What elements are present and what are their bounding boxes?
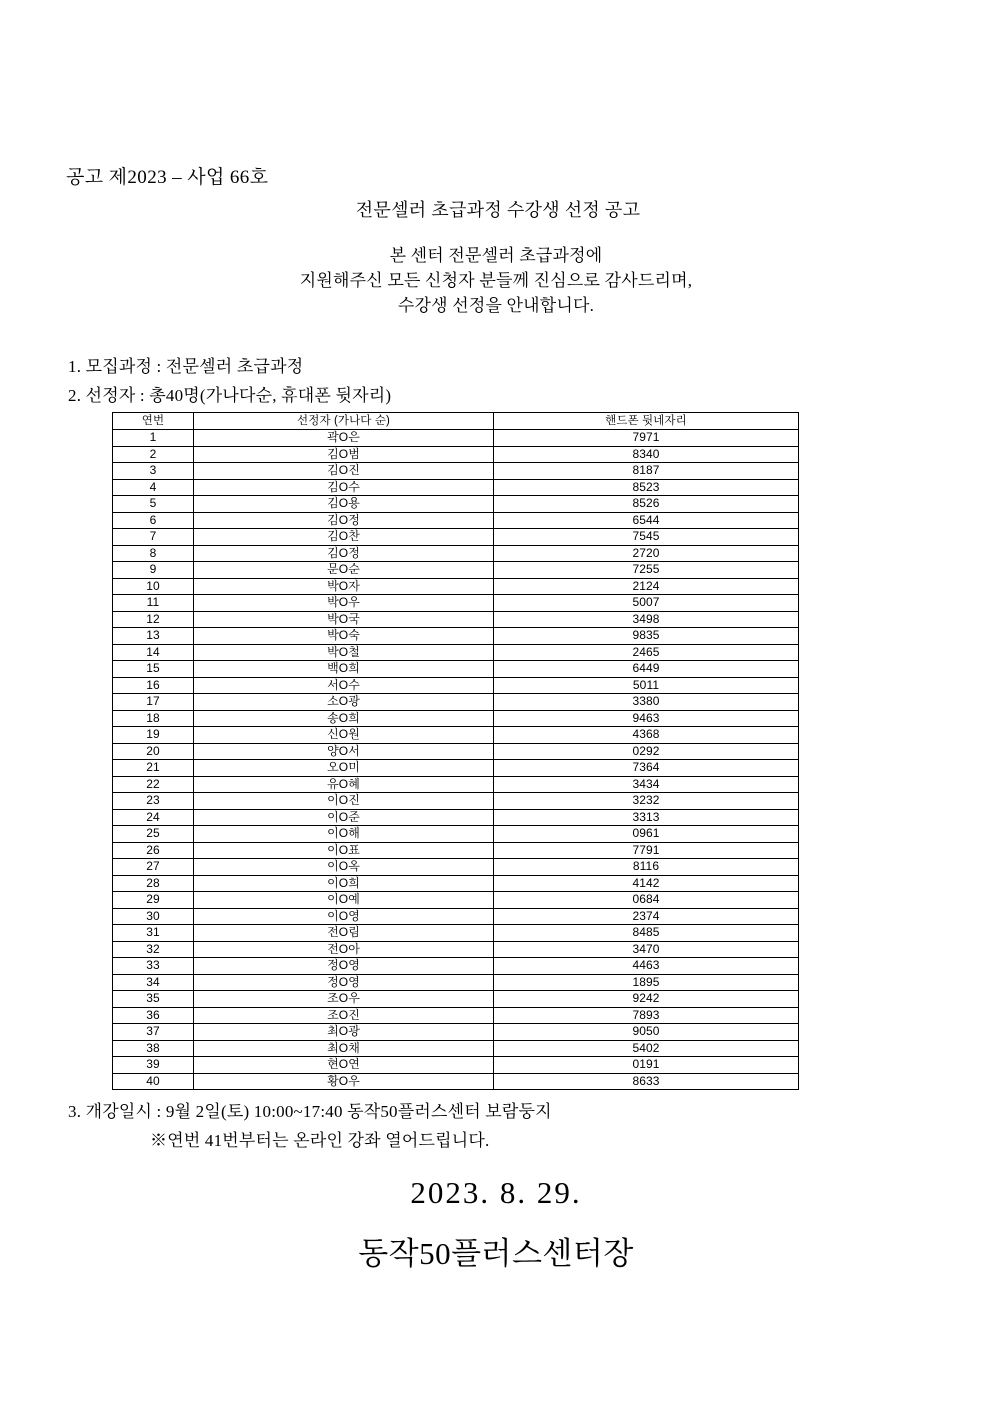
row-phone: 2374 [494,908,799,925]
table-row [113,1024,799,1041]
row-name: 이O희 [194,875,494,892]
row-name: 이O준 [194,809,494,826]
row-no: 2 [113,446,194,463]
table-row [113,743,799,760]
row-no: 25 [113,826,194,843]
table-row [113,694,799,711]
row-phone: 8116 [494,859,799,876]
table-row [113,479,799,496]
row-name: 정O영 [194,958,494,975]
list-item-selectees: 2. 선정자 : 총40명(가나다순, 휴대폰 뒷자리) [68,386,392,405]
signature-organization: 동작50플러스센터장 [358,1236,634,1271]
row-name: 전O림 [194,925,494,942]
row-phone: 2465 [494,644,799,661]
row-phone: 3313 [494,809,799,826]
row-no: 20 [113,743,194,760]
row-phone: 7971 [494,430,799,447]
row-name: 박O철 [194,644,494,661]
row-name: 곽O은 [194,430,494,447]
table-row [113,430,799,447]
row-no: 9 [113,562,194,579]
row-phone: 0191 [494,1057,799,1074]
table-row [113,1007,799,1024]
column-header-phone: 핸드폰 뒷네자리 [494,413,799,430]
row-no: 30 [113,908,194,925]
row-name: 이O영 [194,908,494,925]
row-name: 소O광 [194,694,494,711]
row-phone: 3380 [494,694,799,711]
row-name: 신O원 [194,727,494,744]
row-phone: 1895 [494,974,799,991]
table-row [113,496,799,513]
row-phone: 8485 [494,925,799,942]
table-row [113,809,799,826]
row-phone: 8523 [494,479,799,496]
row-no: 17 [113,694,194,711]
list-item-course: 1. 모집과정 : 전문셀러 초급과정 [68,357,304,376]
row-no: 12 [113,611,194,628]
table-row [113,1057,799,1074]
table-row [113,611,799,628]
row-phone: 0684 [494,892,799,909]
row-no: 1 [113,430,194,447]
schedule-note: ※연번 41번부터는 온라인 강좌 열어드립니다. [150,1131,490,1150]
row-name: 이O진 [194,793,494,810]
row-no: 22 [113,776,194,793]
row-name: 송O희 [194,710,494,727]
row-no: 34 [113,974,194,991]
column-header-no: 연번 [113,413,194,430]
row-name: 김O정 [194,545,494,562]
row-phone: 8526 [494,496,799,513]
row-name: 오O미 [194,760,494,777]
row-no: 7 [113,529,194,546]
row-phone: 5402 [494,1040,799,1057]
row-name: 박O숙 [194,628,494,645]
selected-students-table-wrapper [112,412,798,1090]
intro-line-1: 본 센터 전문셀러 초급과정에 [389,246,603,265]
row-phone: 3434 [494,776,799,793]
row-no: 6 [113,512,194,529]
table-row [113,529,799,546]
row-name: 박O국 [194,611,494,628]
row-no: 16 [113,677,194,694]
selected-students-table [112,412,799,1090]
row-name: 최O채 [194,1040,494,1057]
row-no: 36 [113,1007,194,1024]
row-phone: 5007 [494,595,799,612]
table-row [113,562,799,579]
row-phone: 7893 [494,1007,799,1024]
row-phone: 8340 [494,446,799,463]
row-phone: 9835 [494,628,799,645]
table-row [113,512,799,529]
row-name: 박O우 [194,595,494,612]
table-row [113,628,799,645]
row-name: 유O혜 [194,776,494,793]
row-no: 4 [113,479,194,496]
row-phone: 4463 [494,958,799,975]
table-row [113,974,799,991]
row-phone: 9242 [494,991,799,1008]
table-row [113,908,799,925]
row-phone: 6449 [494,661,799,678]
row-phone: 3470 [494,941,799,958]
row-name: 김O정 [194,512,494,529]
row-phone: 0961 [494,826,799,843]
row-no: 35 [113,991,194,1008]
table-row [113,892,799,909]
row-no: 37 [113,1024,194,1041]
row-name: 김O수 [194,479,494,496]
intro-line-2: 지원해주신 모든 신청자 분들께 진심으로 감사드리며, [299,271,693,290]
row-no: 39 [113,1057,194,1074]
row-no: 8 [113,545,194,562]
table-row [113,941,799,958]
row-name: 조O진 [194,1007,494,1024]
intro-line-3: 수강생 선정을 안내합니다. [397,296,595,315]
signature-date: 2023. 8. 29. [410,1175,582,1210]
table-row [113,661,799,678]
table-row [113,842,799,859]
table-row [113,1040,799,1057]
row-no: 31 [113,925,194,942]
row-name: 서O수 [194,677,494,694]
row-name: 이O옥 [194,859,494,876]
table-row [113,925,799,942]
list-item-schedule: 3. 개강일시 : 9월 2일(토) 10:00~17:40 동작50플러스센터 보람둥지 [68,1102,552,1121]
row-name: 김O진 [194,463,494,480]
table-row [113,958,799,975]
row-name: 이O표 [194,842,494,859]
row-no: 29 [113,892,194,909]
row-phone: 9050 [494,1024,799,1041]
table-row [113,446,799,463]
row-phone: 4368 [494,727,799,744]
row-phone: 8633 [494,1073,799,1090]
row-phone: 2124 [494,578,799,595]
row-name: 황O우 [194,1073,494,1090]
row-name: 이O해 [194,826,494,843]
row-name: 박O자 [194,578,494,595]
row-no: 23 [113,793,194,810]
table-row [113,826,799,843]
row-name: 문O순 [194,562,494,579]
table-row [113,793,799,810]
row-no: 13 [113,628,194,645]
row-no: 26 [113,842,194,859]
row-name: 최O광 [194,1024,494,1041]
row-no: 33 [113,958,194,975]
table-row [113,760,799,777]
table-row [113,595,799,612]
row-phone: 8187 [494,463,799,480]
row-no: 5 [113,496,194,513]
row-phone: 2720 [494,545,799,562]
table-row [113,875,799,892]
row-phone: 7791 [494,842,799,859]
row-no: 21 [113,760,194,777]
row-no: 28 [113,875,194,892]
row-phone: 5011 [494,677,799,694]
row-phone: 9463 [494,710,799,727]
row-phone: 4142 [494,875,799,892]
row-name: 정O영 [194,974,494,991]
row-phone: 0292 [494,743,799,760]
row-no: 15 [113,661,194,678]
table-row [113,991,799,1008]
row-no: 19 [113,727,194,744]
row-no: 14 [113,644,194,661]
row-phone: 3498 [494,611,799,628]
row-phone: 3232 [494,793,799,810]
table-header-row [113,413,799,430]
row-phone: 7364 [494,760,799,777]
row-name: 김O범 [194,446,494,463]
row-name: 백O희 [194,661,494,678]
table-row [113,727,799,744]
page-title: 전문셀러 초급과정 수강생 선정 공고 [355,200,641,220]
row-no: 11 [113,595,194,612]
table-row [113,710,799,727]
row-no: 38 [113,1040,194,1057]
row-no: 10 [113,578,194,595]
table-header [113,413,799,430]
row-phone: 7255 [494,562,799,579]
document-number: 공고 제2023 – 사업 66호 [66,167,269,188]
table-row [113,644,799,661]
row-name: 전O아 [194,941,494,958]
row-name: 조O우 [194,991,494,1008]
row-no: 18 [113,710,194,727]
row-name: 양O서 [194,743,494,760]
row-name: 이O예 [194,892,494,909]
row-no: 32 [113,941,194,958]
row-no: 40 [113,1073,194,1090]
row-phone: 7545 [494,529,799,546]
table-body [113,430,799,1090]
table-row [113,677,799,694]
table-row [113,578,799,595]
table-row [113,859,799,876]
table-row [113,545,799,562]
intro-paragraph [0,243,992,318]
row-name: 김O용 [194,496,494,513]
row-no: 24 [113,809,194,826]
row-no: 27 [113,859,194,876]
row-phone: 6544 [494,512,799,529]
row-no: 3 [113,463,194,480]
table-row [113,463,799,480]
table-row [113,776,799,793]
column-header-name: 선정자 (가나다 순) [194,413,494,430]
row-name: 김O찬 [194,529,494,546]
row-name: 현O연 [194,1057,494,1074]
table-row [113,1073,799,1090]
